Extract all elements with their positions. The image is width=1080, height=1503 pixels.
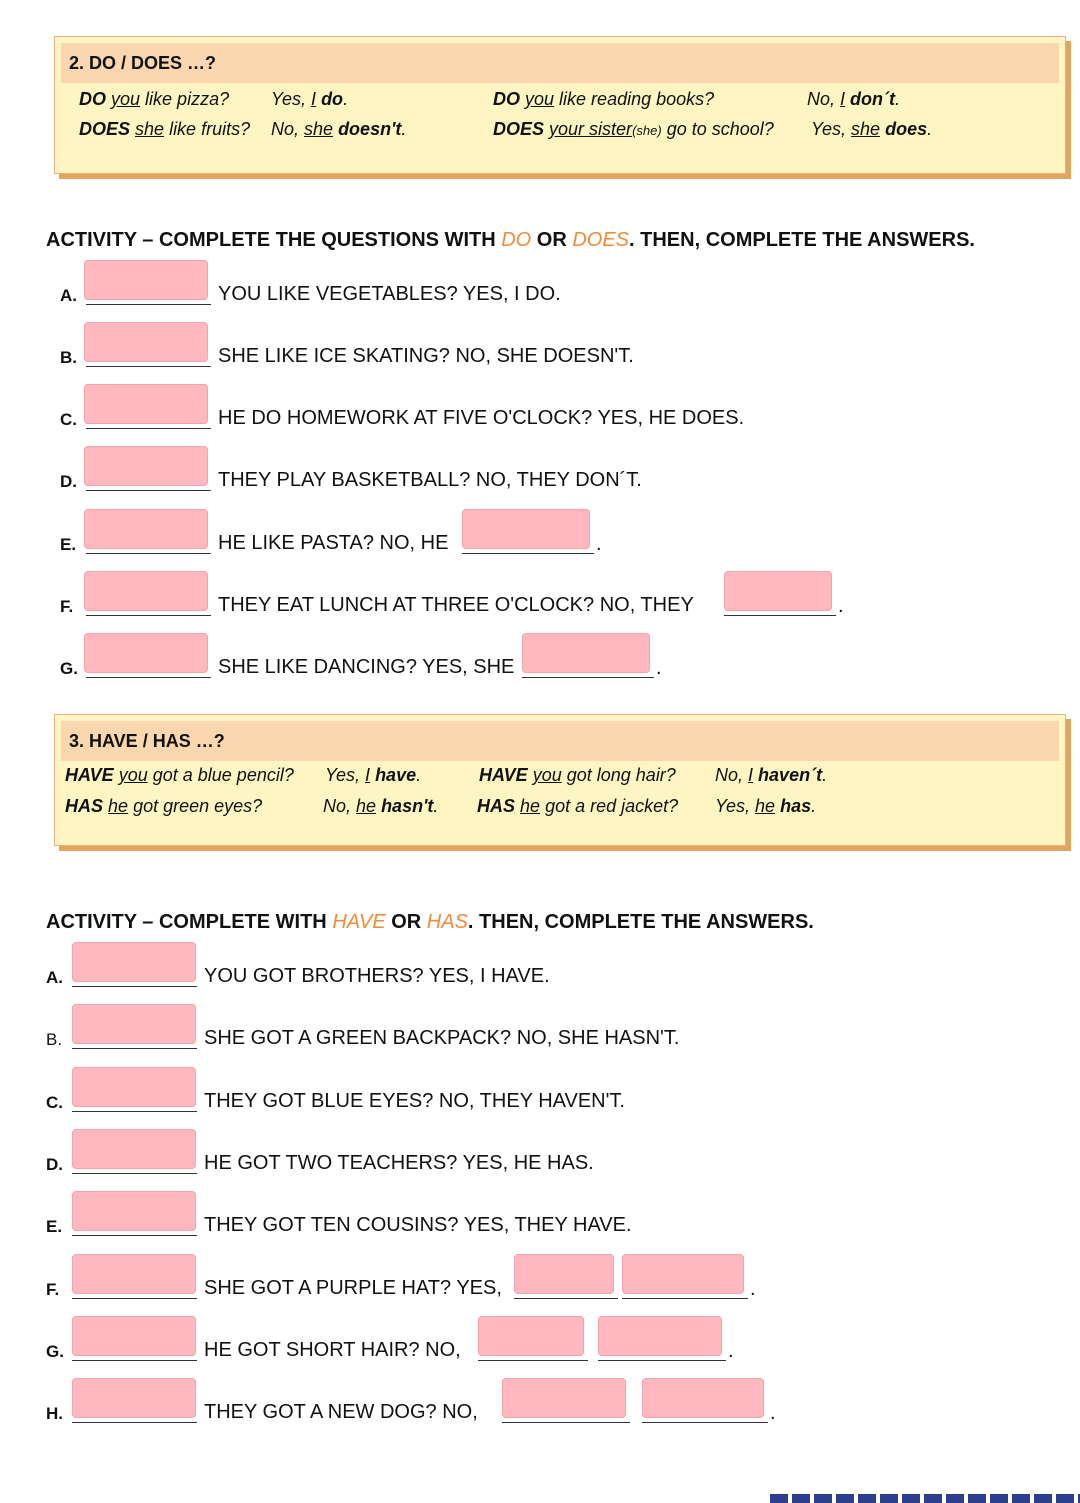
section-title-text: 2. DO / DOES …? [69,52,217,73]
example-2-answer [715,765,827,786]
item-letter: B. [60,348,77,367]
answer-blank-question[interactable] [72,1254,196,1294]
answer-blank-question[interactable] [72,1316,196,1356]
answer-aux: hasn't [381,796,434,816]
underline [86,428,211,429]
answer-blank-question[interactable] [72,1067,196,1107]
answer-blank-question[interactable] [84,509,208,549]
question-text: HE DO HOMEWORK AT FIVE O'CLOCK? YES, HE DOES. [218,407,745,429]
item-letter: C. [46,1093,63,1112]
item-letter: D. [60,472,77,491]
question-text: THEY EAT LUNCH AT THREE O'CLOCK? NO, THEY [218,594,694,616]
example-4-answer [715,796,816,817]
example-aux: HAVE [65,765,114,785]
answer-blank-question[interactable] [84,633,208,673]
example-aux: HAS [65,796,104,816]
answer-end: . [927,119,933,139]
section-title [61,43,1059,83]
heading-word-do: DO [501,229,532,251]
question-text: YOU LIKE VEGETABLES? YES, I DO. [218,283,561,305]
answer-end: . [811,796,817,816]
heading-word-does: DOES [572,229,630,251]
do-does-item-f [0,571,1080,621]
answer-subject: he [755,796,776,816]
activity-heading-do-does [46,229,975,252]
underline [72,1048,197,1049]
underline [86,553,211,554]
example-subject: you [525,89,555,109]
underline [86,366,211,367]
answer-aux: doesn't [338,119,402,139]
have-has-item-a [0,942,1080,992]
underline [478,1360,588,1361]
example-aux: DO [493,89,520,109]
answer-subject: she [851,119,881,139]
answer-pre: Yes, [811,119,852,139]
answer-end: . [822,765,828,785]
question-text: THEY PLAY BASKETBALL? NO, THEY DON´T. [218,469,642,491]
answer-blank-question[interactable] [84,446,208,486]
example-subject: you [532,765,562,785]
example-4 [477,796,678,817]
answer-blank-1[interactable] [502,1378,626,1418]
example-3 [79,119,250,140]
item-letter: G. [60,659,78,678]
underline [86,615,211,616]
do-does-item-c [0,384,1080,434]
have-has-item-f [0,1254,1080,1304]
item-letter: H. [46,1404,63,1423]
example-rest: got green eyes? [128,796,263,816]
answer-aux: haven´t [758,765,823,785]
example-subject: your sister [549,119,633,139]
underline [72,1298,197,1299]
item-letter: A. [60,286,77,305]
period: . [750,1278,756,1300]
item-letter: B. [46,1030,63,1049]
example-1-answer [271,89,348,110]
do-does-item-e [0,509,1080,559]
example-aux: HAVE [479,765,528,785]
period: . [770,1402,776,1424]
answer-blank-question[interactable] [72,1004,196,1044]
example-4 [493,119,774,140]
answer-blank-2[interactable] [598,1316,722,1356]
question-text: SHE LIKE DANCING? YES, SHE [218,656,515,678]
period: . [838,595,844,617]
item-letter: E. [46,1217,63,1236]
footer-logo-strip [770,1494,1080,1503]
period: . [728,1340,734,1362]
example-1-answer [325,765,421,786]
answer-subject: I [311,89,317,109]
answer-blank-question[interactable] [72,1378,196,1418]
example-rest: like pizza? [140,89,230,109]
answer-blank-2[interactable] [622,1254,744,1294]
example-3-answer [323,796,438,817]
item-letter: G. [46,1342,64,1361]
underline [724,615,836,616]
question-text: YOU GOT BROTHERS? YES, I HAVE. [204,965,550,987]
answer-end: . [343,89,349,109]
answer-blank-1[interactable] [462,509,590,549]
answer-blank-1[interactable] [514,1254,614,1294]
answer-blank-2[interactable] [642,1378,764,1418]
answer-subject: she [304,119,334,139]
example-1 [65,765,294,786]
underline [514,1298,618,1299]
answer-aux: have [375,765,417,785]
item-letter: F. [46,1280,60,1299]
example-rest: like reading books? [554,89,715,109]
answer-blank-1[interactable] [724,571,832,611]
question-text: HE LIKE PASTA? NO, HE [218,532,449,554]
answer-blank-question[interactable] [84,384,208,424]
underline [72,1360,197,1361]
answer-pre: No, [807,89,841,109]
example-subject: you [118,765,148,785]
underline [462,553,594,554]
answer-pre: Yes, [271,89,312,109]
do-does-item-a [0,260,1080,310]
answer-pre: No, [715,765,749,785]
have-has-item-g [0,1316,1080,1366]
example-2-answer [807,89,900,110]
answer-subject: I [365,765,371,785]
answer-pre: No, [323,796,357,816]
have-has-item-b [0,1004,1080,1054]
answer-aux: has [780,796,812,816]
heading-word-has: HAS [426,911,468,933]
answer-end: . [895,89,901,109]
question-text: HE GOT SHORT HAIR? NO, [204,1339,461,1361]
example-aux: DO [79,89,106,109]
answer-blank-question[interactable] [72,1191,196,1231]
question-text: HE GOT TWO TEACHERS? YES, HE HAS. [204,1152,594,1174]
do-does-item-g [0,633,1080,683]
have-has-item-d [0,1129,1080,1179]
section-title-text: 3. HAVE / HAS …? [69,730,225,751]
example-rest: got a red jacket? [540,796,679,816]
example-subject: she [135,119,165,139]
section-title [61,721,1059,761]
example-subject: he [520,796,541,816]
period: . [596,533,602,555]
grammar-box-have-has [54,714,1066,846]
example-aux: DOES [493,119,545,139]
item-letter: F. [60,597,74,616]
example-rest: like fruits? [164,119,251,139]
heading-word-have: HAVE [332,911,386,933]
answer-aux: do [321,89,344,109]
example-aux: HAS [477,796,516,816]
answer-pre: No, [271,119,305,139]
do-does-item-d [0,446,1080,496]
have-has-item-c [0,1067,1080,1117]
answer-blank-question[interactable] [84,322,208,362]
item-letter: A. [46,968,63,987]
underline [86,490,211,491]
answer-blank-1[interactable] [478,1316,584,1356]
heading-post: . THEN, COMPLETE THE ANSWERS. [629,229,975,251]
underline [72,1422,197,1423]
underline [522,677,654,678]
question-text: SHE GOT A PURPLE HAT? YES, [204,1277,502,1299]
heading-post: . THEN, COMPLETE THE ANSWERS. [467,911,814,933]
question-text: THEY GOT TEN COUSINS? YES, THEY HAVE. [204,1214,632,1236]
answer-subject: he [356,796,377,816]
answer-subject: I [840,89,846,109]
answer-pre: Yes, [715,796,756,816]
answer-end: . [416,765,422,785]
example-2 [493,89,714,110]
do-does-item-b [0,322,1080,372]
example-rest: go to school? [661,119,774,139]
answer-blank-question[interactable] [84,260,208,300]
example-3-answer [271,119,406,140]
underline [598,1360,726,1361]
answer-end: . [433,796,439,816]
question-text: THEY GOT A NEW DOG? NO, [204,1401,478,1423]
item-letter: C. [60,410,77,429]
underline [86,677,211,678]
question-text: SHE GOT A GREEN BACKPACK? NO, SHE HASN'T. [204,1027,680,1049]
answer-aux: don´t [850,89,896,109]
example-rest: got long hair? [561,765,676,785]
answer-blank-1[interactable] [522,633,650,673]
underline [72,986,197,987]
underline [642,1422,768,1423]
answer-pre: Yes, [325,765,366,785]
activity-heading-have-has [46,911,814,934]
answer-subject: I [748,765,754,785]
example-3 [65,796,262,817]
example-2 [479,765,676,786]
example-subject: he [108,796,129,816]
underline [86,304,211,305]
have-has-item-h [0,1378,1080,1428]
answer-end: . [401,119,407,139]
answer-blank-question[interactable] [72,1129,196,1169]
heading-pre: ACTIVITY – COMPLETE THE QUESTIONS WITH [46,229,502,251]
heading-mid: OR [531,229,573,251]
heading-mid: OR [385,911,427,933]
underline [502,1422,630,1423]
item-letter: D. [46,1155,63,1174]
underline [72,1173,197,1174]
underline [622,1298,748,1299]
question-text: SHE LIKE ICE SKATING? NO, SHE DOESN'T. [218,345,634,367]
underline [72,1235,197,1236]
example-subject: you [111,89,141,109]
underline [72,1111,197,1112]
example-subject-note: (she) [632,123,662,138]
have-has-item-e [0,1191,1080,1241]
item-letter: E. [60,535,77,554]
period: . [656,657,662,679]
example-1 [79,89,229,110]
answer-aux: does [885,119,928,139]
question-text: THEY GOT BLUE EYES? NO, THEY HAVEN'T. [204,1090,625,1112]
answer-blank-question[interactable] [72,942,196,982]
example-rest: got a blue pencil? [147,765,294,785]
example-4-answer [811,119,932,140]
example-aux: DOES [79,119,131,139]
grammar-box-do-does [54,36,1066,174]
answer-blank-question[interactable] [84,571,208,611]
heading-pre: ACTIVITY – COMPLETE WITH [46,911,333,933]
